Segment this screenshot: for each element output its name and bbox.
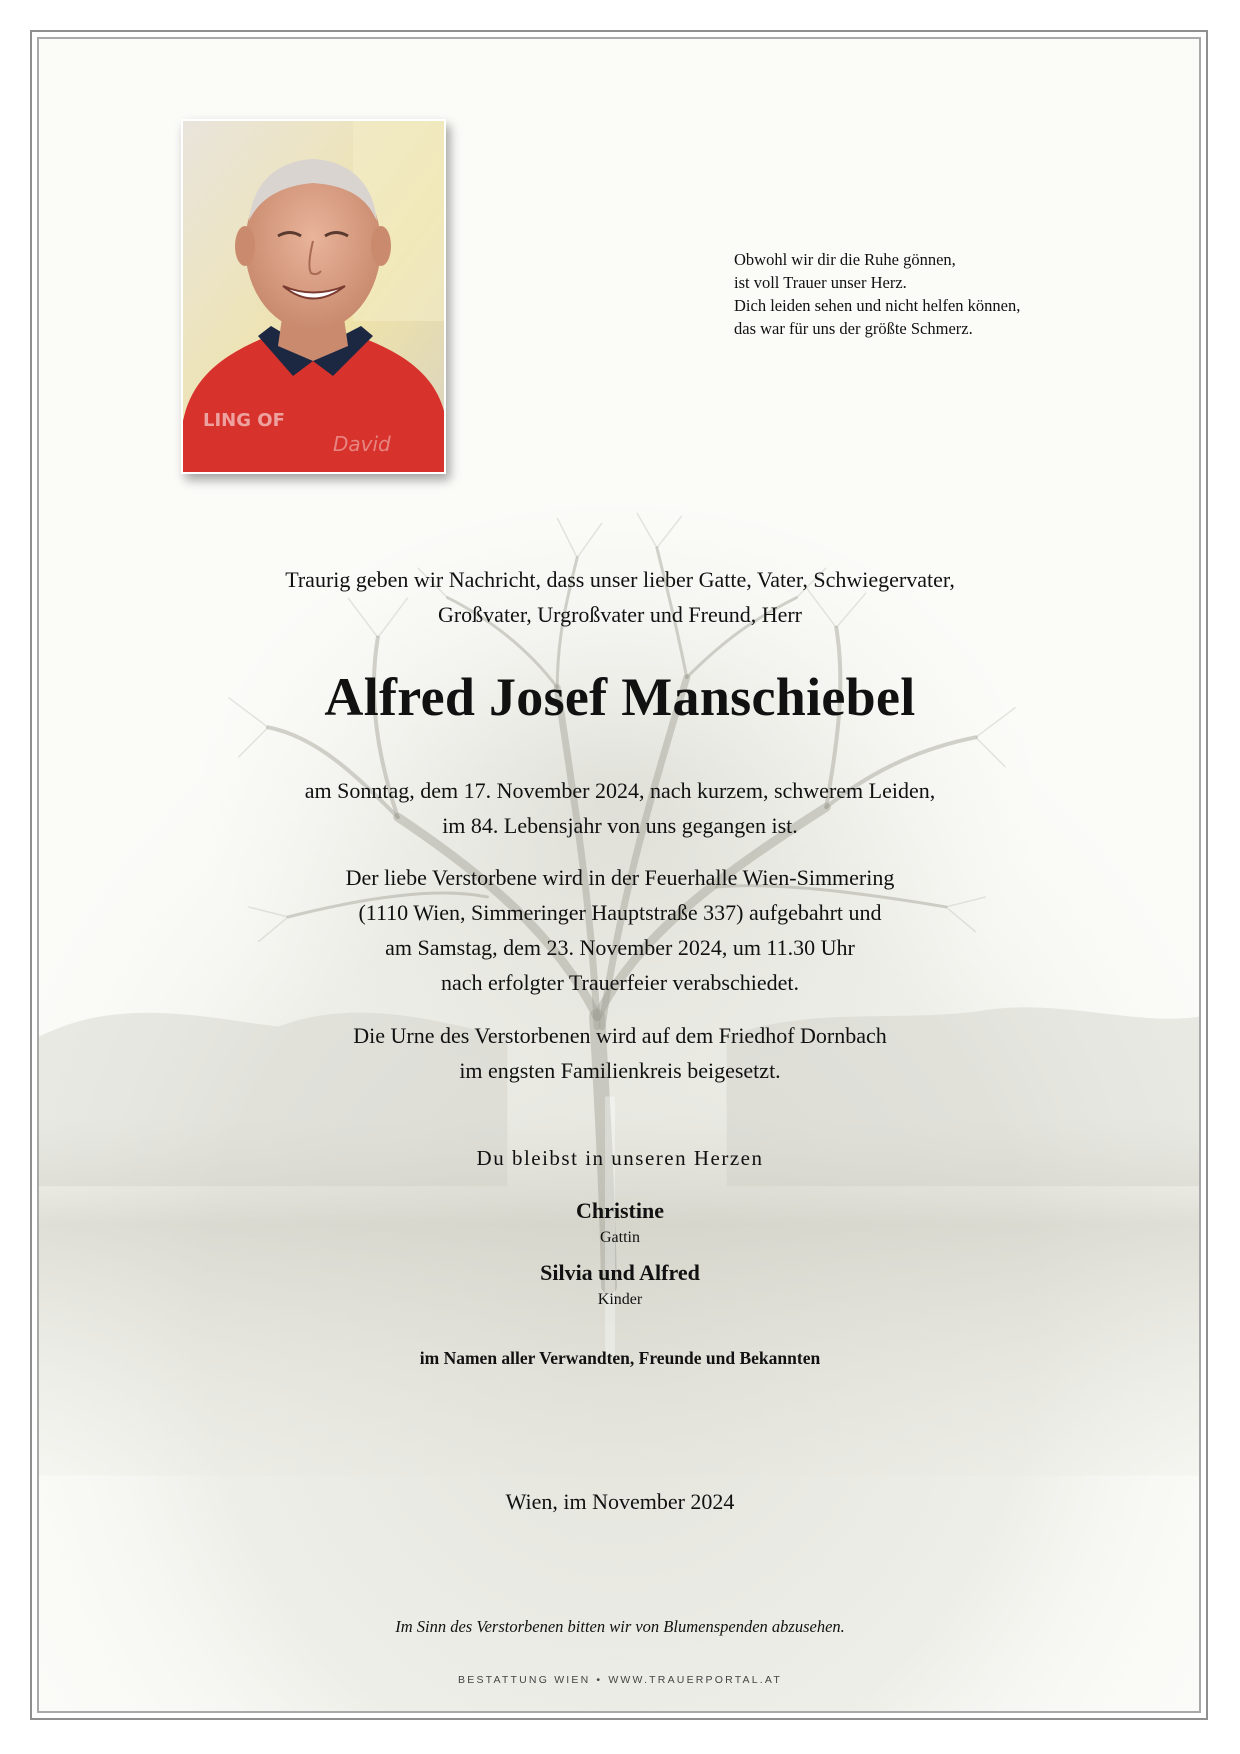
footer-company: BESTATTUNG WIEN [458, 1674, 591, 1686]
deceased-name: Alfred Josef Manschiebel [324, 667, 916, 727]
death-notice-line-2: im 84. Lebensjahr von uns gegangen ist. [442, 813, 798, 838]
footer-website-link[interactable]: WWW.TRAUERPORTAL.AT [608, 1674, 782, 1686]
mourner-name: Silvia und Alfred [540, 1260, 700, 1285]
ceremony-line-1: Der liebe Verstorbene wird in der Feuerhalle Wien-Simmering [345, 865, 895, 890]
ceremony-line-4: nach erfolgter Trauerfeier verabschiedet. [441, 970, 799, 995]
motto: Du bleibst in unseren Herzen [476, 1146, 764, 1170]
ceremony-line-3: am Samstag, dem 23. November 2024, um 11.30 Uhr [385, 935, 855, 960]
intro-line-1: Traurig geben wir Nachricht, dass unser lieber Gatte, Vater, Schwiegervater, [285, 567, 955, 592]
burial-details [40, 1018, 1200, 1088]
svg-text:LING OF: LING OF [203, 410, 285, 431]
portrait-illustration [183, 121, 444, 472]
footer-separator: • [596, 1674, 603, 1686]
ceremony-line-2: (1110 Wien, Simmeringer Hauptstraße 337) aufgebahrt und [358, 900, 882, 925]
poem-line: Dich leiden sehen und nicht helfen können, [734, 296, 1021, 315]
footer [40, 1672, 1200, 1688]
mourner-name: Christine [576, 1198, 664, 1223]
death-notice-line-1: am Sonntag, dem 17. November 2024, nach kurzem, schwerem Leiden, [304, 778, 936, 803]
burial-line-1: Die Urne des Verstorbenen wird auf dem Friedhof Dornbach [353, 1023, 887, 1048]
poem-line: Obwohl wir dir die Ruhe gönnen, [734, 250, 956, 269]
place-date: Wien, im November 2024 [505, 1489, 735, 1514]
memorial-poem [734, 248, 1134, 340]
intro-line-2: Großvater, Urgroßvater und Freund, Herr [437, 602, 803, 627]
mourner-role: Gattin [600, 1229, 640, 1246]
ceremony-details [40, 860, 1200, 1000]
announcement-intro [40, 562, 1200, 632]
flower-notice: Im Sinn des Verstorbenen bitten wir von Blumenspenden abzusehen. [395, 1617, 845, 1636]
poem-line: das war für uns der größte Schmerz. [734, 319, 973, 338]
mourner-role: Kinder [597, 1291, 643, 1308]
family-line: im Namen aller Verwandten, Freunde und Bekannten [419, 1348, 821, 1368]
burial-line-2: im engsten Familienkreis beigesetzt. [459, 1058, 781, 1083]
death-notice [40, 773, 1200, 843]
deceased-photo [181, 119, 446, 474]
svg-text:David: David [333, 432, 391, 456]
poem-line: ist voll Trauer unser Herz. [734, 273, 907, 292]
